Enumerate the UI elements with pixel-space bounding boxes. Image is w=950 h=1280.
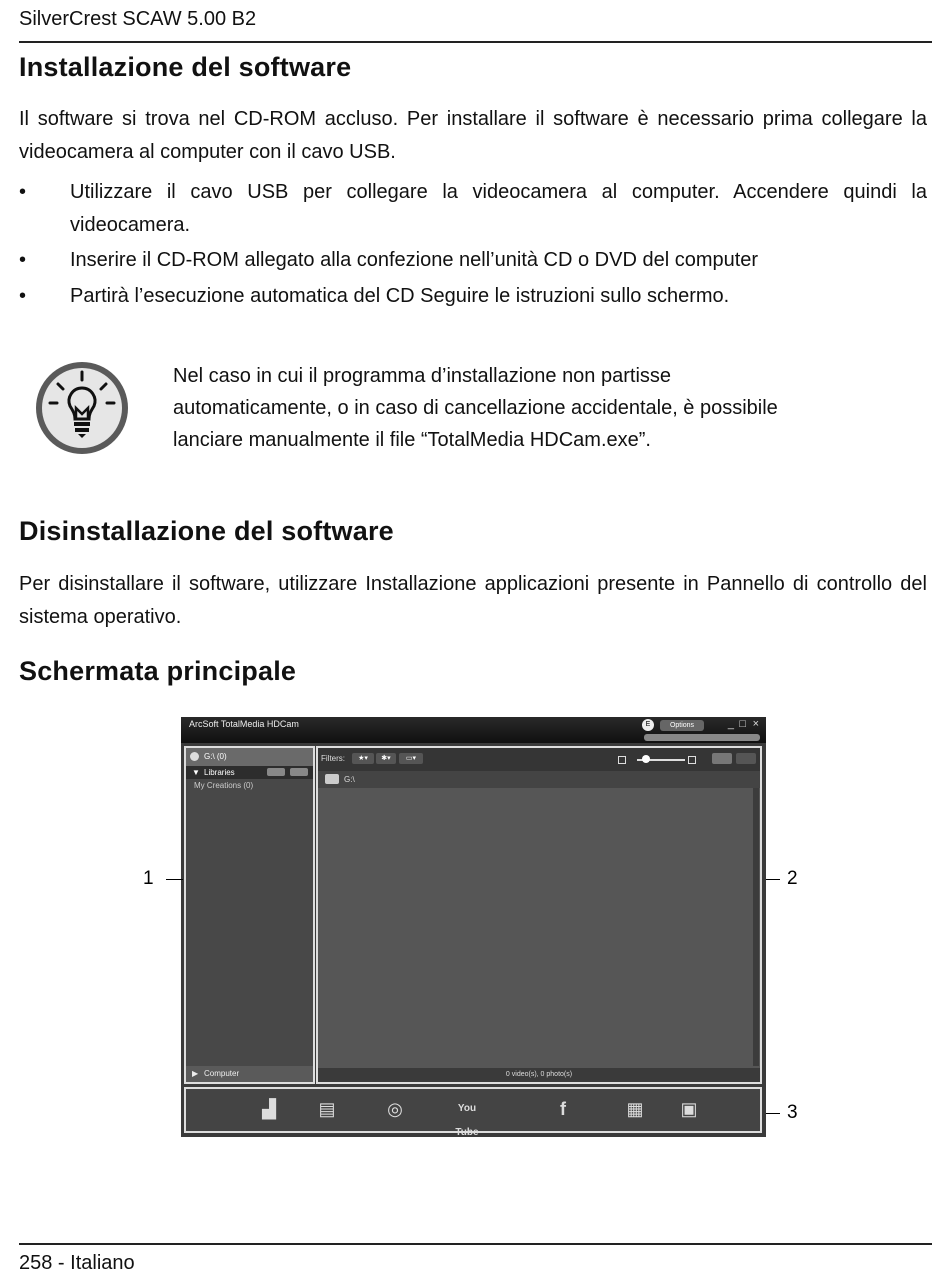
path-bar (318, 771, 760, 788)
youtube-icon[interactable]: You Tube (455, 1103, 479, 1138)
library-add-button[interactable] (267, 768, 285, 776)
grid-view-button[interactable] (712, 753, 732, 764)
frame-icon[interactable]: ▣ (680, 1099, 698, 1119)
bullet-text: Partirà l’esecuzione automatica del CD Seguire le istruzioni sullo schermo. (70, 285, 730, 307)
facebook-icon[interactable]: f (560, 1099, 566, 1119)
filter-bar (318, 748, 760, 771)
section-title-install: Installazione del software (19, 52, 352, 82)
callout-2: 2 (787, 868, 798, 889)
drive-label: G:\ (0) (204, 752, 227, 761)
callout-1-leader (166, 879, 183, 880)
section-title-uninstall: Disinstallazione del software (19, 516, 394, 546)
media-filter-button[interactable]: ▭▾ (399, 753, 423, 764)
zoom-large-icon (688, 756, 696, 764)
drive-icon (190, 752, 199, 761)
status-bar: 0 video(s), 0 photo(s) (318, 1068, 760, 1082)
window-titlebar (181, 717, 766, 743)
app-screenshot (181, 717, 766, 1137)
document-header: SilverCrest SCAW 5.00 B2 (19, 8, 257, 30)
list-view-button[interactable] (736, 753, 756, 764)
content-panel (316, 746, 762, 1084)
titlebar-strip (644, 734, 760, 741)
lightbulb-icon (32, 358, 132, 458)
callout-3: 3 (787, 1102, 798, 1123)
header-rule (19, 41, 932, 43)
window-title: ArcSoft TotalMedia HDCam (189, 719, 299, 729)
bullet-text: Utilizzare il cavo USB per collegare la videocamera al computer. Accendere quindi la videocamera. (70, 181, 927, 236)
album-icon[interactable]: ▦ (626, 1099, 644, 1119)
filters-label: Filters: (321, 754, 345, 763)
my-creations-item[interactable]: My Creations (0) (194, 781, 254, 790)
computer-item[interactable] (186, 1066, 313, 1082)
libraries-label: Libraries (204, 768, 235, 777)
callout-2-leader (766, 879, 780, 880)
library-folder-button[interactable] (290, 768, 308, 776)
flag-filter-button[interactable]: ✱▾ (376, 753, 396, 764)
film-icon[interactable]: ▤ (318, 1099, 336, 1119)
chevron-down-icon: ▼ (192, 768, 200, 777)
minimize-icon[interactable]: _ (727, 718, 734, 730)
zoom-small-icon (618, 756, 626, 764)
options-button[interactable]: Options (660, 720, 704, 731)
left-panel (184, 746, 315, 1084)
star-filter-button[interactable]: ★▾ (352, 753, 374, 764)
bullet-dot: • (19, 249, 27, 271)
bullet-text: Inserire il CD-ROM allegato alla confezione nell’unità CD o DVD del computer (70, 249, 759, 271)
install-tip: Nel caso in cui il programma d’installazione non partisse automaticamente, o in caso di cancellazione accidentale, è possibile lanciare manualmente il file “TotalMedia HDCam.exe”. (173, 365, 778, 451)
drive-item[interactable] (186, 748, 313, 766)
photo-stack-icon[interactable]: ▟ (262, 1099, 276, 1119)
help-icon[interactable]: E (642, 719, 654, 731)
callout-1: 1 (143, 868, 154, 889)
section-title-main-screen: Schermata principale (19, 656, 297, 686)
path-label: G:\ (344, 775, 355, 784)
install-intro: Il software si trova nel CD-ROM accluso. Per installare il software è necessario prima collegare la videocamera al computer con il cavo USB. (19, 108, 927, 163)
share-bar (184, 1087, 762, 1138)
chevron-right-icon: ▶ (192, 1069, 199, 1078)
vertical-scrollbar[interactable] (753, 788, 759, 1066)
uninstall-text: Per disinstallare il software, utilizzare Installazione applicazioni presente in Pannello di controllo del sistema operativo. (19, 573, 927, 628)
zoom-slider-knob[interactable] (642, 755, 650, 763)
page-footer: 258 - Italiano (19, 1252, 135, 1274)
computer-label: Computer (204, 1069, 240, 1078)
libraries-header[interactable] (186, 766, 313, 779)
disc-icon[interactable]: ◎ (387, 1099, 403, 1119)
callout-3-leader (766, 1113, 780, 1114)
maximize-icon[interactable]: □ (739, 718, 746, 730)
close-icon[interactable]: × (752, 718, 759, 730)
folder-icon (325, 774, 339, 784)
footer-rule (19, 1243, 932, 1245)
bullet-dot: • (19, 285, 27, 307)
bullet-dot: • (19, 181, 27, 203)
